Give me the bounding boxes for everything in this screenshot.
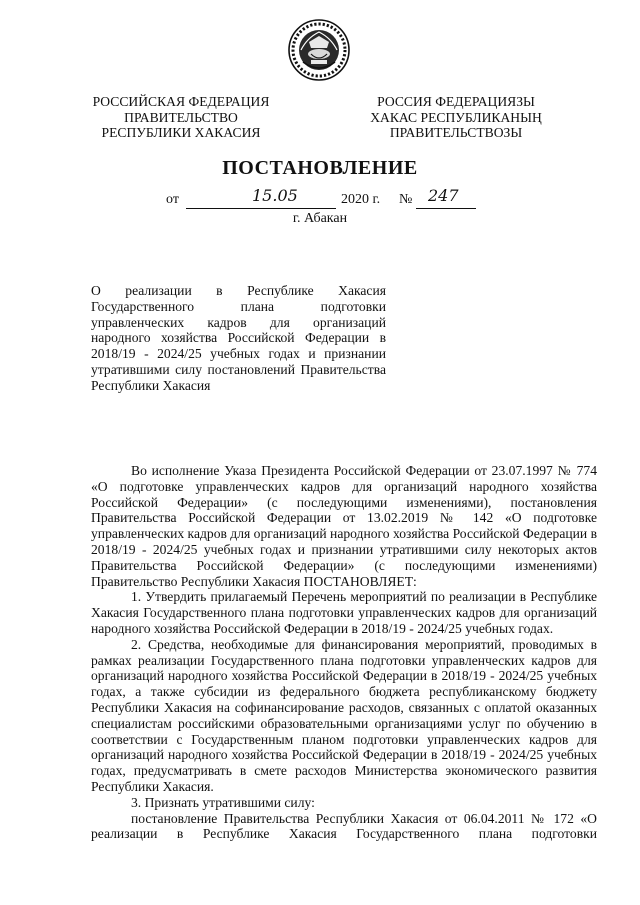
- header-right-line: ХАКАС РЕСПУБЛИКАНЫҢ: [370, 109, 542, 125]
- number-sign: №: [399, 192, 413, 207]
- body-paragraph: 2. Средства, необходимые для финансирования мероприятий, проводимых в рамках реализации Государственного плана подготовки управленческих кадров для организаций народного хозяйства Российской Федерации в 2018/19 - 2024/25 учебных годах, а также субсидии из федерального бюджета республиканскому бюджету Республики Хакасия на софинансирование расходов, связанных с оплатой оказанных специалистам российскими образовательными организациями услуг по обучению в соответствии с Государственным планом подготовки управленческих кадров для организаций народного хозяйства Российской Федерации в 2018/19 - 2024/25 учебных годах, предусматривать в смете расходов Министерства экономического развития Республики Хакасия.: [91, 636, 597, 794]
- date-prefix: от: [166, 192, 179, 207]
- header-left: [88, 94, 274, 141]
- body-paragraph: 3. Признать утратившими силу:: [131, 794, 315, 810]
- document-title: ПОСТАНОВЛЕНИЕ: [222, 157, 418, 179]
- body-paragraph: постановление Правительства Республики Хакасия от 06.04.2011 № 172 «О реализации в Республике Хакасия Государственного плана подготовки: [91, 810, 597, 842]
- header-right-line: РОССИЯ ФЕДЕРАЦИЯЗЫ: [377, 94, 535, 109]
- header-right-line: ПРАВИТЕЛЬСТВОЗЫ: [389, 125, 523, 140]
- header-left-line: РОССИЙСКАЯ ФЕДЕРАЦИЯ: [92, 94, 270, 109]
- body-paragraph: Во исполнение Указа Президента Российской Федерации от 23.07.1997 № 774 «О подготовке управленческих кадров для организаций народного хозяйства Российской Федерации» (с последующими изменениями), постановления Правительства Российской Федерации от 13.02.2019 № 142 «О подготовке управленческих кадров для организаций народного хозяйства Российской Федерации в 2018/19 - 2024/25 учебных годах и признании утратившими силу некоторых актов Правительства Российской Федерации» (с последующими изменениями) Правительство Республики Хакасия ПОСТАНОВЛЯЕТ:: [91, 463, 597, 589]
- year-label: 2020 г.: [341, 192, 381, 207]
- coat-of-arms-emblem: [287, 18, 351, 82]
- document-subject: О реализации в Республике Хакасия Государственного плана подготовки управленческих кадров для организаций народного хозяйства Российской Федерации в 2018/19 - 2024/25 учебных годах и признании утратившими силу постановлений Правительства Республики Хакасия: [91, 283, 386, 393]
- header-right: [370, 94, 542, 141]
- number-underline: [416, 208, 476, 209]
- body-paragraph: 1. Утвердить прилагаемый Перечень мероприятий по реализации в Республике Хакасия Государственного плана подготовки управленческих кадров для организаций народного хозяйства Российской Федерации в 2018/19 - 2024/25 учебных годах.: [91, 589, 597, 636]
- document-body: [91, 463, 597, 842]
- handwritten-number: 247: [428, 186, 459, 205]
- handwritten-date: 15.05: [252, 186, 298, 205]
- header-left-line: ПРАВИТЕЛЬСТВО: [124, 109, 238, 125]
- header-left-line: РЕСПУБЛИКИ ХАКАСИЯ: [101, 125, 261, 140]
- city-label: г. Абакан: [292, 211, 348, 226]
- date-underline: [186, 208, 336, 209]
